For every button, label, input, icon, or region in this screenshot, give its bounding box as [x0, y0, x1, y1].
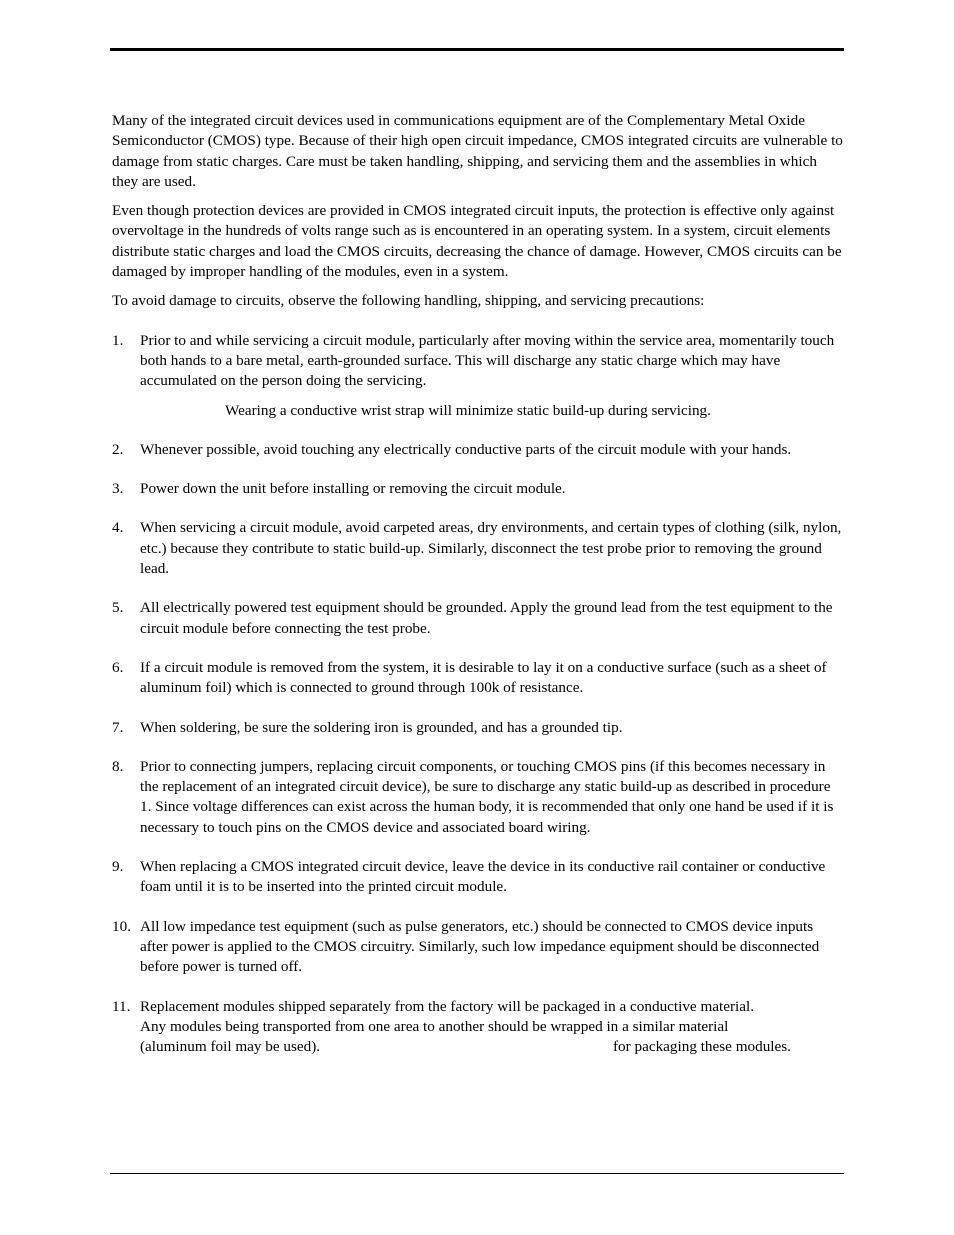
intro-paragraph-1: Many of the integrated circuit devices used in communications equipment are of the Complementary Metal Oxide Semiconductor (CMOS) type. Because of their high open circuit impedance, CMOS integrated circuits are vulnerable to damage from static charges. Care must be taken handling, shipping, and servicing them and the assemblies in which they are used. — [112, 112, 843, 190]
list-item-text: When replacing a CMOS integrated circuit device, leave the device in its conductive rail container or conductive foam until it is to be inserted into the printed circuit module. — [140, 858, 826, 896]
list-item-number: 10. — [112, 917, 131, 935]
list-item — [112, 440, 844, 460]
list-item-text: Power down the unit before installing or removing the circuit module. — [140, 480, 566, 498]
list-item-number: 1. — [112, 331, 124, 349]
list-item — [112, 997, 844, 1058]
list-item-number: 4. — [112, 519, 124, 537]
list-item-text-line: Replacement modules shipped separately from the factory will be packaged in a conductive material. — [140, 997, 755, 1015]
list-item — [112, 917, 844, 978]
list-item-text: All electrically powered test equipment should be grounded. Apply the ground lead from the test equipment to the circuit module before connecting the test probe. — [140, 599, 833, 637]
list-item-text: When servicing a circuit module, avoid carpeted areas, dry environments, and certain types of clothing (silk, nylon, etc.) because they contribute to static build-up. Similarly, disconnect the test probe prior to removing the ground lead. — [140, 519, 842, 578]
list-item-number: 11. — [112, 997, 131, 1015]
list-item-text: Prior to connecting jumpers, replacing circuit components, or touching CMOS pins (if this becomes necessary in the replacement of an integrated circuit device), be sure to discharge any static build-up as described in procedure 1. Since voltage differences can exist across the human body, it is recommended that only one hand be used if it is necessary to touch pins on the CMOS device and associated board wiring. — [140, 757, 834, 836]
list-item-number: 3. — [112, 480, 124, 498]
list-item-number: 7. — [112, 718, 124, 736]
document-body — [112, 111, 844, 1057]
list-item-number: 5. — [112, 599, 124, 617]
list-item — [112, 757, 844, 838]
list-item-text-line: Any modules being transported from one area to another should be wrapped in a similar material — [140, 1017, 729, 1035]
list-item — [112, 331, 844, 421]
list-item-text: Prior to and while servicing a circuit module, particularly after moving within the service area, momentarily touch both hands to a bare metal, earth-grounded surface. This will discharge any static charge which may have accumulated on the person doing the servicing. — [140, 331, 835, 390]
footer-rule — [110, 1173, 844, 1174]
list-item — [112, 518, 844, 579]
list-item — [112, 658, 844, 699]
header-rule — [110, 48, 844, 51]
list-item-text: Whenever possible, avoid touching any electrically conductive parts of the circuit module with your hands. — [140, 440, 792, 458]
list-item — [112, 857, 844, 898]
list-item — [112, 479, 844, 499]
list-item — [112, 718, 844, 738]
list-item-number: 6. — [112, 658, 124, 676]
list-item-text-fragment: for packaging these modules. — [613, 1038, 791, 1056]
list-item-text-fragment: (aluminum foil may be used). — [140, 1038, 321, 1056]
list-item-text: All low impedance test equipment (such as pulse generators, etc.) should be connected to CMOS device inputs after power is applied to the CMOS circuitry. Similarly, such low impedance equipment should be disconnected before power is turned off. — [140, 917, 820, 976]
precautions-list — [112, 331, 844, 1058]
list-item-text: If a circuit module is removed from the system, it is desirable to lay it on a conductive surface (such as a sheet of aluminum foil) which is connected to ground through 100k of resistance. — [140, 658, 827, 697]
list-item-note: Wearing a conductive wrist strap will minimize static build-up during servicing. — [225, 401, 711, 419]
list-item — [112, 598, 844, 639]
list-item-number: 2. — [112, 440, 124, 458]
intro-paragraph-2: Even though protection devices are provided in CMOS integrated circuit inputs, the protection is effective only against overvoltage in the hundreds of volts range such as is encountered in an operating system. In a system, circuit elements distribute static charges and load the CMOS circuits, decreasing the chance of damage. However, CMOS circuits can be damaged by improper handling of the modules, even in a system. — [112, 202, 842, 281]
intro-paragraph-3: To avoid damage to circuits, observe the following handling, shipping, and servicing precautions: — [112, 292, 705, 310]
list-item-number: 8. — [112, 757, 124, 775]
list-item-number: 9. — [112, 858, 124, 876]
list-item-text-line — [140, 1037, 844, 1057]
list-item-text: When soldering, be sure the soldering iron is grounded, and has a grounded tip. — [140, 718, 623, 736]
